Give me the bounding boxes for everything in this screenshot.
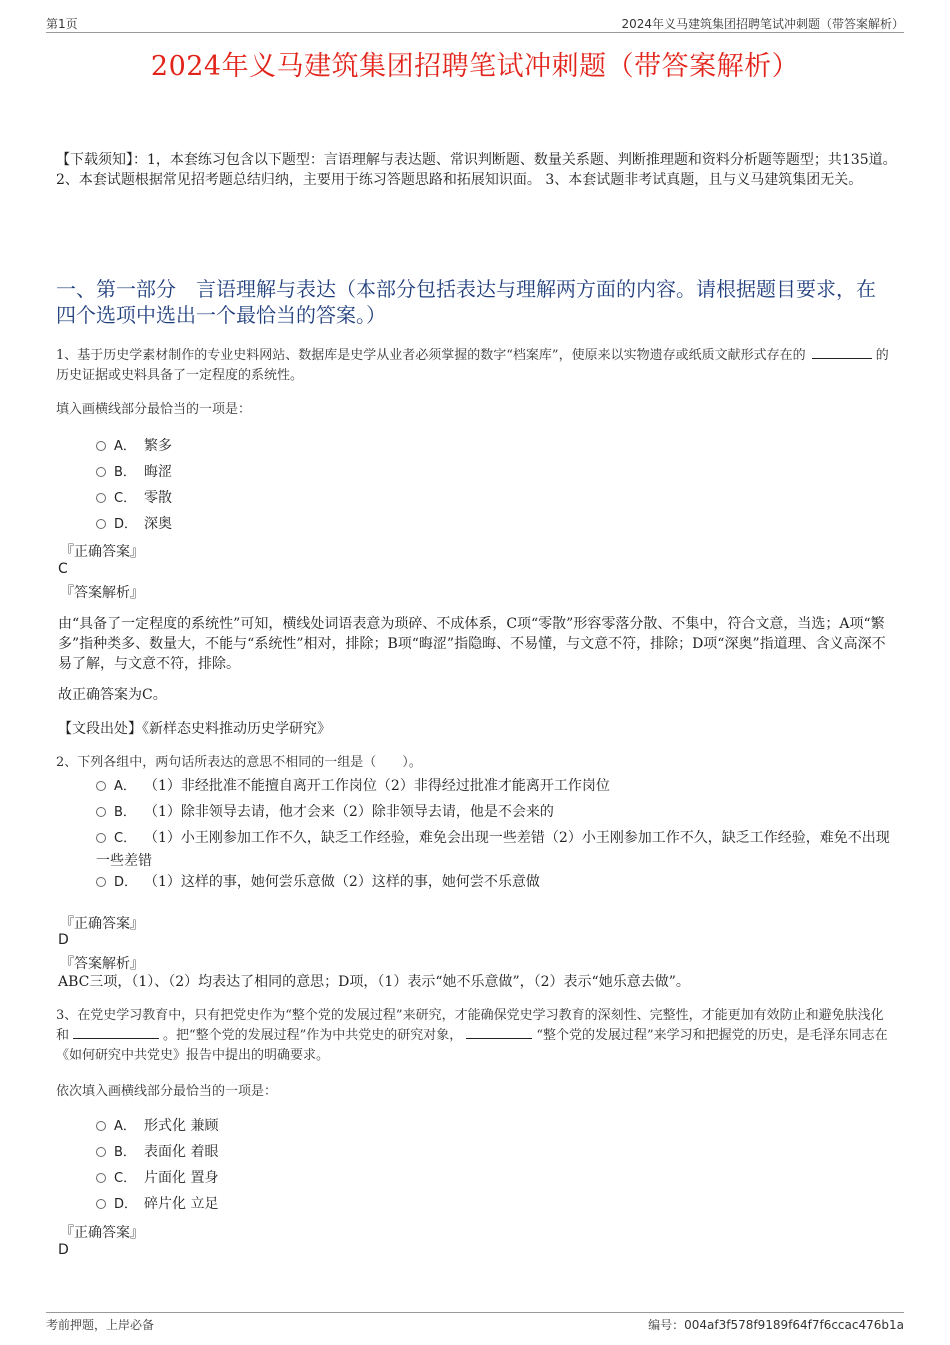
option-letter: C． <box>114 491 137 506</box>
option-letter: A． <box>114 779 136 794</box>
answer-blank <box>812 346 872 359</box>
header-doc-title: 2024年义马建筑集团招聘笔试冲刺题（带答案解析） <box>621 17 904 31</box>
answer-blank <box>73 1026 159 1039</box>
q3-option-d[interactable] <box>96 1193 218 1216</box>
option-letter: D． <box>114 1197 138 1212</box>
option-letter: D． <box>114 875 138 890</box>
option-text: 零散 <box>144 490 172 506</box>
q1-answer: C <box>58 561 68 577</box>
q1-source: 【文段出处】《新样态史料推动历史学研究》 <box>58 721 331 737</box>
question-1 <box>56 346 894 386</box>
document-title: 2024年义马建筑集团招聘笔试冲刺题（带答案解析） <box>150 51 800 82</box>
radio-icon[interactable] <box>96 441 106 451</box>
correct-answer-label: 『正确答案』 <box>60 1225 144 1241</box>
option-text: （1）非经批准不能擅自离开工作岗位（2）非得经过批准才能离开工作岗位 <box>144 778 610 794</box>
option-letter: B． <box>114 805 136 820</box>
question-1-text <box>56 346 894 386</box>
question-1-text-part-b: 的历史证据或史料具备了一定程度的系统性。 <box>56 348 889 383</box>
option-text: （1）除非领导去请，他才会来（2）除非领导去请，他是不会来的 <box>144 804 554 820</box>
radio-icon[interactable] <box>96 877 106 887</box>
option-text: 繁多 <box>144 438 172 454</box>
question-3 <box>56 1006 894 1066</box>
correct-answer-label: 『正确答案』 <box>60 916 144 932</box>
option-letter: B． <box>114 465 136 480</box>
download-notice: 【下载须知】：1，本套练习包含以下题型：言语理解与表达题、常识判断题、数量关系题、判断推理题和资料分析题等题型；共135道。 2、本套试题根据常见招考题总结归纳，主要用于练习答题思路和拓展知识面。 3、本套试题非考试真题，且与义马建筑集团无关。 <box>56 152 897 188</box>
footer-slogan: 考前押题，上岸必备 <box>46 1318 155 1332</box>
question-3-text-part-b: 。把“整个党的发展过程”作为中共党史的研究对象， <box>163 1028 463 1043</box>
radio-icon[interactable] <box>96 1173 106 1183</box>
option-text: 形式化 兼顾 <box>144 1118 219 1134</box>
q1-conclusion: 故正确答案为C。 <box>58 687 167 703</box>
option-text: 晦涩 <box>144 464 172 480</box>
option-text: 表面化 着眼 <box>144 1144 219 1160</box>
option-text: （1）这样的事，她何尝乐意做（2）这样的事，她何尝不乐意做 <box>144 874 540 890</box>
option-letter: A． <box>114 439 136 454</box>
option-text: （1）小王刚参加工作不久，缺乏工作经验，难免会出现一些差错（2）小王刚参加工作不久，缺乏工作经验，难免不出现一些差错 <box>96 830 890 869</box>
answer-blank <box>466 1026 532 1039</box>
analysis-label: 『答案解析』 <box>60 585 144 601</box>
question-3-text-part-a: 3、在党史学习教育中，只有把党史作为“整个党的发展过程”来研究，才能确保党史学习教育的深刻性、完整性，才能更加有效防止和避免肤浅化和 <box>56 1008 884 1043</box>
q3-option-b[interactable] <box>96 1141 218 1164</box>
analysis-label: 『答案解析』 <box>60 956 144 972</box>
question-1-text-part-a: 1、基于历史学素材制作的专业史料网站、数据库是史学从业者必须掌握的数字“档案库”，使原来以实物遗存或纸质文献形式存在的 <box>56 348 806 363</box>
q2-option-b[interactable] <box>96 801 890 824</box>
question-3-text <box>56 1006 894 1066</box>
radio-icon[interactable] <box>96 519 106 529</box>
radio-icon[interactable] <box>96 1121 106 1131</box>
option-letter: A． <box>114 1119 136 1134</box>
q3-option-c[interactable] <box>96 1167 218 1190</box>
q2-analysis: ABC三项，（1）、（2）均表达了相同的意思；D项，（1）表示“她不乐意做”，（2）表示“她乐意去做”。 <box>58 974 690 990</box>
correct-answer-label: 『正确答案』 <box>60 544 144 560</box>
page-number: 第1页 <box>46 17 78 31</box>
q1-analysis: 由“具备了一定程度的系统性”可知，横线处词语表意为琐碎、不成体系，C项“零散”形容零落分散、不集中，符合文意，当选；A项“繁多”指种类多、数量大，不能与“系统性”相对，排除；B项“晦涩”指隐晦、不易懂，与文意不符，排除；D项“深奥”指道理、含义高深不易了解，与文意不符，排除。 <box>58 616 886 672</box>
q2-option-a[interactable] <box>96 775 890 798</box>
option-text: 碎片化 立足 <box>144 1196 219 1212</box>
q3-option-a[interactable] <box>96 1115 218 1138</box>
radio-icon[interactable] <box>96 1199 106 1209</box>
option-text: 深奥 <box>144 516 172 532</box>
question-2-text: 2、下列各组中，两句话所表达的意思不相同的一组是（ ）。 <box>56 755 422 770</box>
option-letter: C． <box>114 1171 137 1186</box>
q1-option-b[interactable] <box>96 461 172 484</box>
radio-icon[interactable] <box>96 833 106 843</box>
q1-option-a[interactable] <box>96 435 172 458</box>
option-text: 片面化 置身 <box>144 1170 219 1186</box>
q2-option-d[interactable] <box>96 871 890 894</box>
page-header <box>46 14 904 33</box>
option-letter: D． <box>114 517 138 532</box>
q3-answer: D <box>58 1242 69 1258</box>
question-1-hint: 填入画横线部分最恰当的一项是： <box>56 402 252 417</box>
q1-option-c[interactable] <box>96 487 172 510</box>
question-3-text-part-c: “整个党的发展过程”来学习和把握党的历史，是毛泽东同志在《如何研究中共党史》报告中提出的明确要求。 <box>56 1028 888 1063</box>
document-id: 编号：004af3f578f9189f64f7f6ccac476b1a <box>648 1318 904 1332</box>
q2-option-c[interactable] <box>96 827 890 872</box>
section-heading: 一、第一部分 言语理解与表达（本部分包括表达与理解两方面的内容。请根据题目要求，在四个选项中选出一个最恰当的答案。） <box>56 277 876 327</box>
q2-answer: D <box>58 932 69 948</box>
page-footer <box>46 1312 904 1333</box>
option-letter: B． <box>114 1145 136 1160</box>
q1-option-d[interactable] <box>96 513 172 536</box>
radio-icon[interactable] <box>96 807 106 817</box>
radio-icon[interactable] <box>96 493 106 503</box>
question-3-hint: 依次填入画横线部分最恰当的一项是： <box>56 1084 278 1099</box>
radio-icon[interactable] <box>96 1147 106 1157</box>
radio-icon[interactable] <box>96 467 106 477</box>
option-letter: C． <box>114 831 137 846</box>
radio-icon[interactable] <box>96 781 106 791</box>
